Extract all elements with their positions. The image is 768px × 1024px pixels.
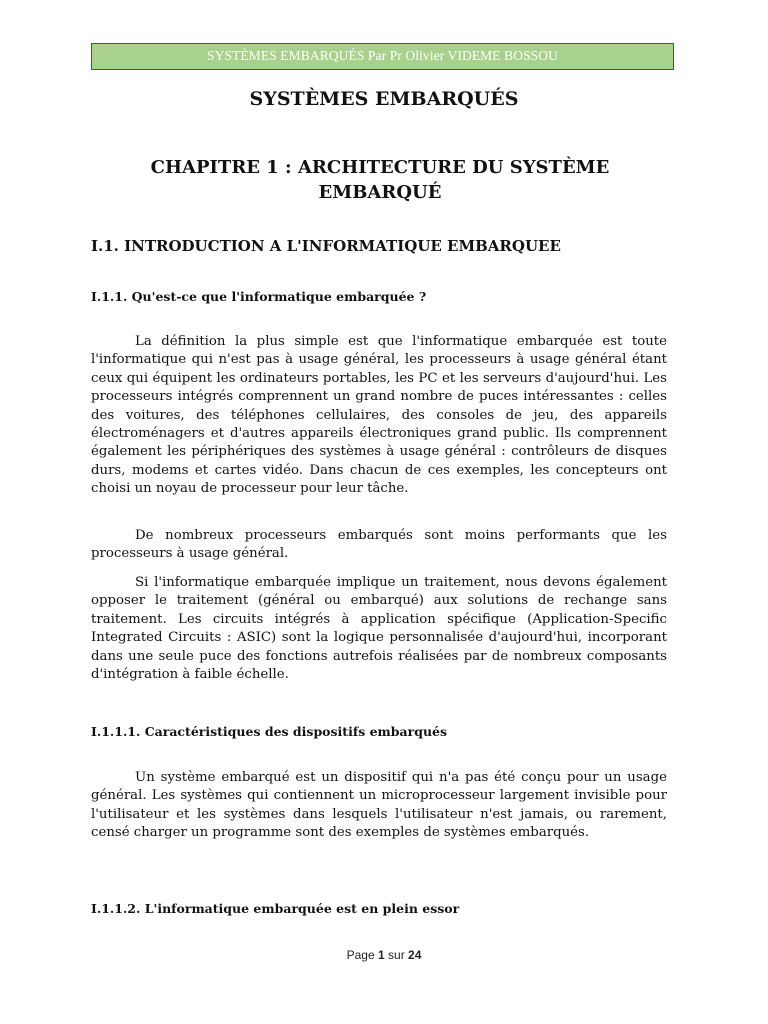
subsubsection-heading-characteristics: I.1.1.1. Caractéristiques des dispositifs embarqués	[91, 724, 448, 739]
paragraph-performance: De nombreux processeurs embarqués sont moins performants que les processeurs à usage général.	[91, 528, 667, 562]
page-label: Page	[346, 948, 375, 962]
paragraph-definition: La définition la plus simple est que l'informatique embarquée est toute l'informatique qui n'est pas à usage général, les processeurs à usage général étant ceux qui équipent les ordinateurs portables, les PC et les serveurs d'aujourd'hui. Les processeurs intégrés comprennent un grand nombre de puces intéressantes : celles des voitures, des téléphones cellulaires, des consoles de jeu, des appareils électroménagers et d'autres appareils électroniques grand public. Ils comprennent également les périphériques des systèmes à usage général : contrôleurs de disques durs, modems et cartes vidéo. Dans chacun de ces exemples, les concepteurs ont choisi un noyau de processeur pour leur tâche.	[91, 334, 667, 497]
section-heading: I.1. INTRODUCTION A L'INFORMATIQUE EMBARQUEE	[91, 237, 561, 255]
chapter-title-line2: EMBARQUÉ	[318, 182, 442, 203]
paragraph-characteristics: Un système embarqué est un dispositif qui n'a pas été conçu pour un usage général. Les systèmes qui contiennent un microprocesseur largement invisible pour l'utilisateur et les systèmes dans lesquels l'utilisateur n'est jamais, ou rarement, censé charger un programme sont des exemples de systèmes embarqués.	[91, 770, 667, 841]
chapter-title	[120, 155, 640, 205]
document-title: SYSTÈMES EMBARQUÉS	[249, 88, 519, 110]
page-total: 24	[408, 948, 422, 962]
header-banner: SYSTÈMES EMBARQUÉS Par Pr Olivier VIDEME BOSSOU	[91, 43, 674, 70]
subsection-heading: I.1.1. Qu'est-ce que l'informatique embarquée ?	[91, 289, 427, 304]
page-current: 1	[377, 948, 385, 962]
subsubsection-heading-growth: I.1.1.2. L'informatique embarquée est en plein essor	[91, 901, 460, 916]
chapter-title-line1: CHAPITRE 1 : ARCHITECTURE DU SYSTÈME	[150, 157, 610, 178]
page-footer	[0, 948, 768, 962]
page-separator: sur	[388, 948, 405, 962]
paragraph-asic: Si l'informatique embarquée implique un traitement, nous devons également opposer le traitement (général ou embarqué) aux solutions de rechange sans traitement. Les circuits intégrés à application spécifique (Application-Specific Integrated Circuits : ASIC) sont la logique personnalisée d'aujourd'hui, incorporant dans une seule puce des fonctions autrefois réalisées par de nombreux composants d'intégration à faible échelle.	[91, 575, 667, 683]
